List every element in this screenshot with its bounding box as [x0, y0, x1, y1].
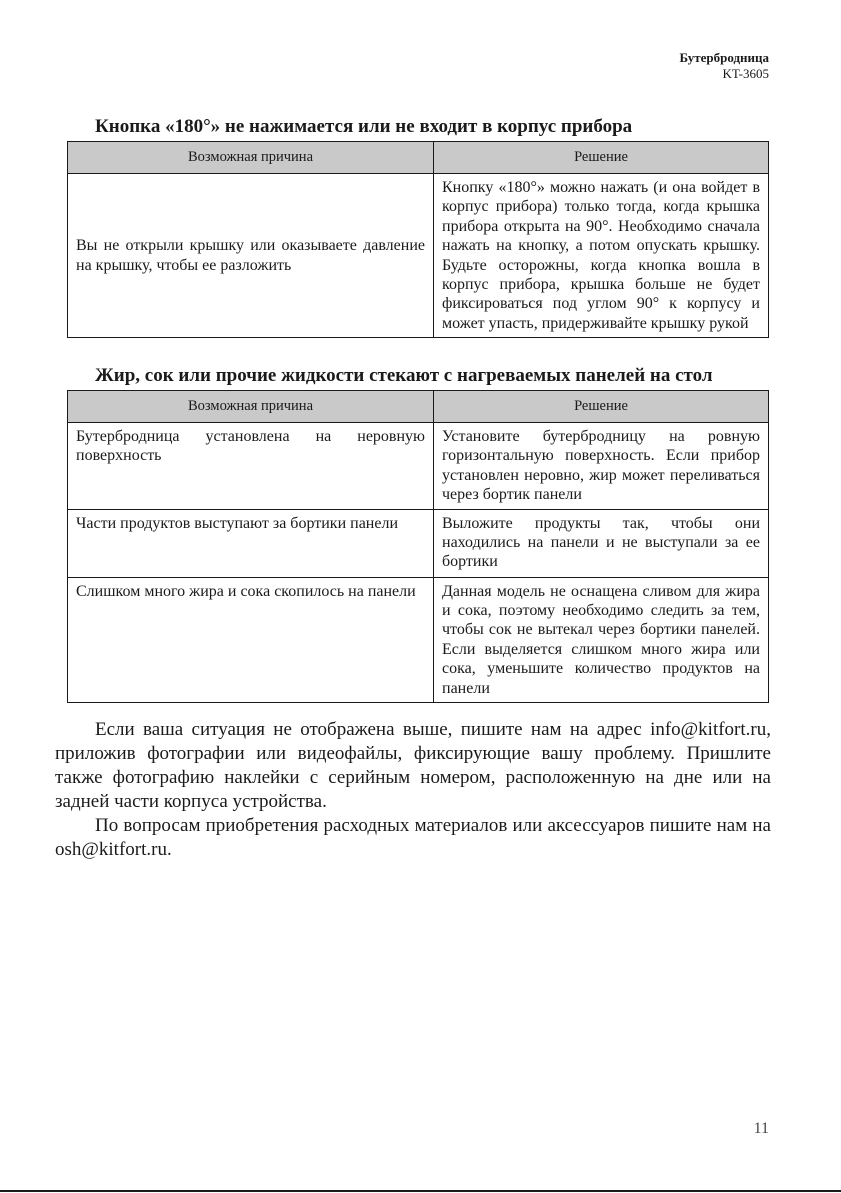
section-fat-leak	[67, 365, 769, 703]
page-header	[679, 50, 769, 82]
column-header-solution: Решение	[434, 142, 769, 174]
troubleshooting-table	[67, 390, 769, 703]
troubleshooting-table	[67, 141, 769, 338]
cause-cell: Части продуктов выступают за бортики панели	[68, 509, 434, 577]
page-number: 11	[753, 1120, 769, 1137]
section-title: Жир, сок или прочие жидкости стекают с нагреваемых панелей на стол	[95, 365, 713, 386]
solution-cell: Данная модель не оснащена сливом для жира и сока, поэтому необходимо следить за тем, чтобы сок не вытекал через бортики панелей. Если выделяется слишком много жира или сока, уменьшите количество продуктов на панели	[434, 577, 769, 702]
table-row	[68, 423, 769, 510]
column-header-cause: Возможная причина	[68, 142, 434, 174]
solution-cell: Кнопку «180°» можно нажать (и она войдет в корпус прибора) только тогда, когда крышка прибора открыта на 90°. Необходимо сначала нажать на кнопку, а потом опускать крышку. Будьте осторожны, когда кнопка вошла в корпус прибора, крышка больше не будет фиксироваться под углом 90° к корпусу и может упасть, придерживайте крышку рукой	[434, 174, 769, 338]
column-header-solution: Решение	[434, 391, 769, 423]
table-row	[68, 509, 769, 577]
section-title: Кнопка «180°» не нажимается или не входит в корпус прибора	[95, 116, 633, 137]
paragraph: По вопросам приобретения расходных материалов или аксессуаров пишите нам на osh@kitfort.ru.	[55, 815, 771, 860]
paragraph: Если ваша ситуация не отображена выше, пишите нам на адрес info@kitfort.ru, приложив фотографии или видеофайлы, фиксирующие вашу проблему. Пришлите также фотографию наклейки с серийным номером, расположенную на дне или на задней части корпуса устройства.	[55, 719, 771, 812]
solution-cell: Выложите продукты так, чтобы они находились на панели и не выступали за ее бортики	[434, 509, 769, 577]
section-button-180	[67, 116, 769, 338]
contact-info	[55, 718, 771, 862]
product-name: Бутербродница	[679, 50, 769, 65]
table-header-row	[68, 391, 769, 423]
table-header-row	[68, 142, 769, 174]
model-code: KT-3605	[722, 66, 769, 81]
table-row	[68, 577, 769, 702]
column-header-cause: Возможная причина	[68, 391, 434, 423]
bottom-rule	[0, 1190, 841, 1192]
cause-cell: Вы не открыли крышку или оказываете давление на крышку, чтобы ее разложить	[68, 174, 434, 338]
table-row	[68, 174, 769, 338]
cause-cell: Слишком много жира и сока скопилось на панели	[68, 577, 434, 702]
cause-cell: Бутербродница установлена на неровную поверхность	[68, 423, 434, 510]
solution-cell: Установите бутербродницу на ровную горизонтальную поверхность. Если прибор установлен неровно, жир может переливаться через бортик панели	[434, 423, 769, 510]
